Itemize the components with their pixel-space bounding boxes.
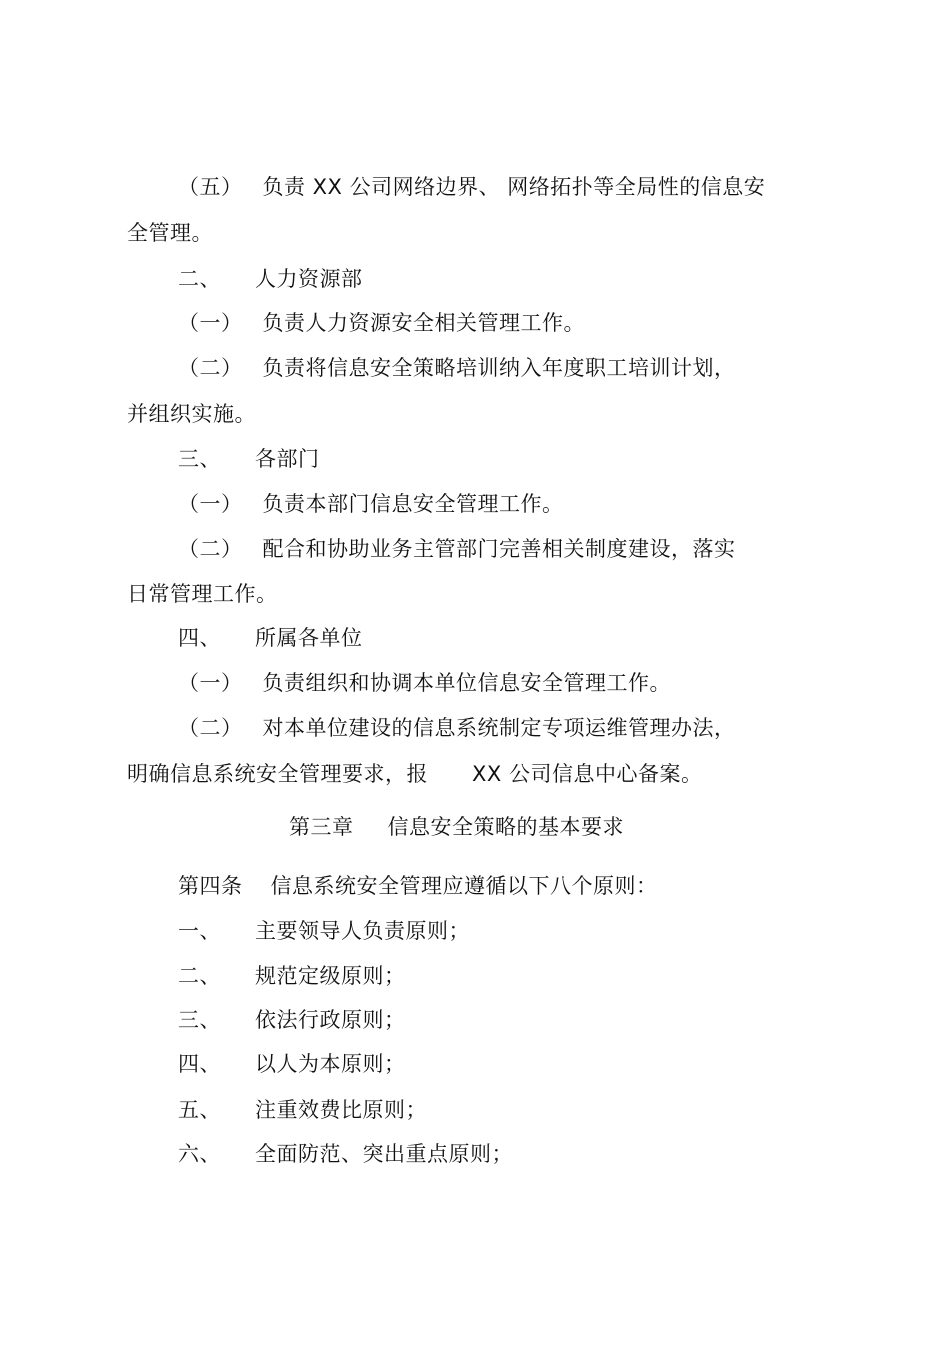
paragraph-line-14 bbox=[127, 760, 702, 788]
item-text: 明确信息系统安全管理要求，报 bbox=[127, 762, 428, 786]
item-text: 配合和协助业务主管部门完善相关制度建设，落实 bbox=[262, 537, 736, 561]
article-text: 信息系统安全管理应遵循以下八个原则： bbox=[270, 874, 658, 898]
principle-text: 注重效费比原则； bbox=[255, 1098, 427, 1122]
principle-item bbox=[178, 917, 470, 945]
item-text: 并组织实施。 bbox=[127, 402, 256, 426]
item-text: 负责将信息安全策略培训纳入年度职工培训计划， bbox=[262, 356, 736, 380]
item-number: （二） bbox=[178, 537, 243, 561]
item-text: 负责 XX 公司网络边界、 网络拓扑等全局性的信息安 bbox=[262, 175, 766, 199]
section-heading-3 bbox=[178, 445, 320, 473]
item-number: （二） bbox=[178, 716, 243, 740]
principle-item bbox=[178, 1096, 427, 1124]
principle-text: 主要领导人负责原则； bbox=[255, 919, 470, 943]
chapter-title: 信息安全策略的基本要求 bbox=[387, 815, 624, 839]
paragraph-line-2 bbox=[127, 219, 213, 247]
chapter-label: 第三章 bbox=[289, 815, 354, 839]
paragraph-line-13 bbox=[178, 714, 736, 742]
paragraph-line-4 bbox=[178, 309, 585, 337]
section-title: 人力资源部 bbox=[255, 267, 363, 291]
principle-text: 全面防范、突出重点原则； bbox=[255, 1142, 513, 1166]
item-number: （五） bbox=[178, 175, 243, 199]
item-text: 负责人力资源安全相关管理工作。 bbox=[262, 311, 585, 335]
principle-item bbox=[178, 1140, 513, 1168]
principle-text: 以人为本原则； bbox=[255, 1052, 406, 1076]
item-text: 日常管理工作。 bbox=[127, 582, 278, 606]
item-number: （一） bbox=[178, 671, 243, 695]
chapter-heading bbox=[289, 813, 624, 841]
section-number: 三、 bbox=[178, 447, 221, 471]
paragraph-line-6 bbox=[127, 400, 256, 428]
article-label: 第四条 bbox=[178, 874, 243, 898]
principle-number: 五、 bbox=[178, 1098, 221, 1122]
principle-text: 规范定级原则； bbox=[255, 964, 406, 988]
section-heading-4 bbox=[178, 624, 363, 652]
paragraph-line-12 bbox=[178, 669, 671, 697]
principle-item bbox=[178, 1006, 406, 1034]
section-number: 二、 bbox=[178, 267, 221, 291]
principle-text: 依法行政原则； bbox=[255, 1008, 406, 1032]
principle-number: 三、 bbox=[178, 1008, 221, 1032]
principle-item bbox=[178, 962, 406, 990]
item-number: （二） bbox=[178, 356, 243, 380]
item-number: （一） bbox=[178, 311, 243, 335]
item-text: XX 公司信息中心备案。 bbox=[472, 762, 703, 786]
paragraph-line-8 bbox=[178, 490, 564, 518]
article-heading bbox=[178, 872, 658, 900]
paragraph-line-9 bbox=[178, 535, 736, 563]
item-text: 负责本部门信息安全管理工作。 bbox=[262, 492, 564, 516]
section-heading-2 bbox=[178, 265, 363, 293]
principle-number: 一、 bbox=[178, 919, 221, 943]
item-number: （一） bbox=[178, 492, 243, 516]
item-text: 全管理。 bbox=[127, 221, 213, 245]
section-number: 四、 bbox=[178, 626, 221, 650]
paragraph-line-1 bbox=[178, 173, 765, 201]
principle-number: 二、 bbox=[178, 964, 221, 988]
section-title: 各部门 bbox=[255, 447, 320, 471]
paragraph-line-10 bbox=[127, 580, 278, 608]
item-text: 对本单位建设的信息系统制定专项运维管理办法， bbox=[262, 716, 736, 740]
section-title: 所属各单位 bbox=[255, 626, 363, 650]
principle-number: 四、 bbox=[178, 1052, 221, 1076]
principle-item bbox=[178, 1050, 406, 1078]
paragraph-line-5 bbox=[178, 354, 736, 382]
item-text: 负责组织和协调本单位信息安全管理工作。 bbox=[262, 671, 671, 695]
principle-number: 六、 bbox=[178, 1142, 221, 1166]
